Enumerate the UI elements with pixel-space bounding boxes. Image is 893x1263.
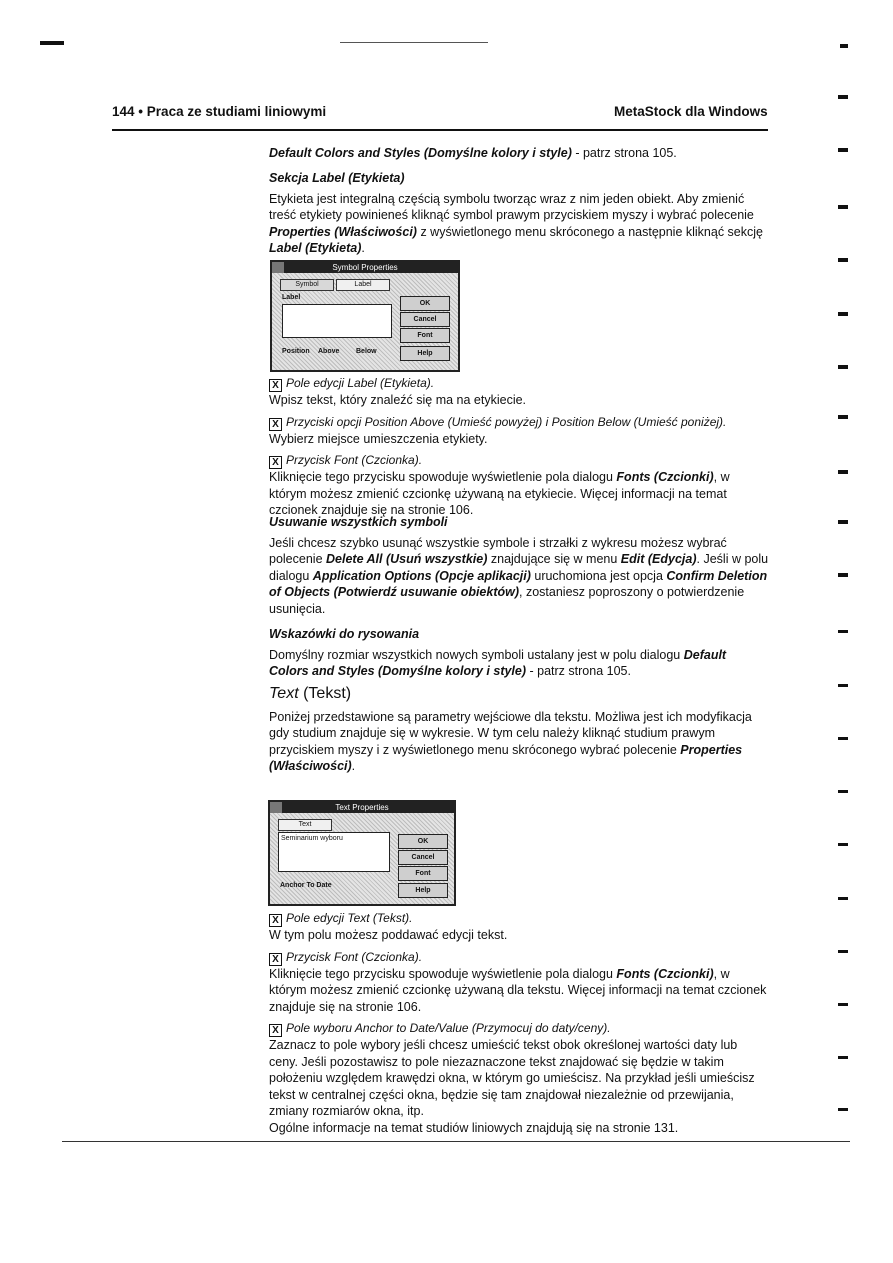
delete-section [269,514,769,617]
tab-text[interactable]: Text [278,819,332,831]
defaults-rest: - patrz strona 105. [571,146,677,160]
checkbox-icon: X [269,953,282,966]
item-text: W tym polu możesz poddawać edycji tekst. [269,928,508,942]
label-heading: Sekcja Label (Etykieta) [269,171,405,185]
header-rule [112,129,768,131]
item-text: Zaznacz to pole wybory jeśli chcesz umieścić tekst obok określonej wartości daty lub ceny. Jeśli pozostawisz to pole niezaznaczone tekst znajdować się będzie w takim położeniu względem krawędzi okna, w którym go umieścisz. Na przykład jeśli umieścisz tekst w centralnej części okna, będzie się tam znajdował niezależnie od przewijania, zmiany rozmiarów okna, itp. [269,1038,755,1118]
text-items [269,910,769,1136]
delete-heading: Usuwanie wszystkich symboli [269,515,448,529]
system-menu-icon [270,802,282,813]
position-above-radio[interactable]: Above [318,348,340,355]
text-heading [269,686,769,703]
text-c: . [351,759,356,773]
scan-mark [838,1108,848,1111]
ok-button[interactable]: OK [400,296,450,311]
item-caption [269,949,769,966]
scan-mark [838,1056,848,1059]
delete-e: . Jeśli w polu dialogu [269,552,769,583]
delete-f: Application Options (Opcje aplikacji) [312,568,531,583]
symbol-properties-dialog [270,260,460,372]
text-b: Properties (Właściwości) [269,742,743,773]
tab-label[interactable]: Label [336,279,390,291]
caption-font: Przycisk Font (Czcionka). [286,453,423,467]
label-text-a: Etykieta jest integralną częścią symbolu tworząc wraz z nim jeden obiekt. Aby zmienić treść etykiety powinieneś kliknąć symbol prawym przyciskiem myszy i wybrać polecenie [269,191,754,222]
corner-dash [40,41,64,45]
font-text-c: , w którym możesz zmienić czcionkę używaną na etykiecie. Więcej informacji na temat czcionek znajduje się na stronie 106. [269,470,730,517]
label-items [269,375,769,519]
label-text-c: z wyświetlonego menu skróconego a następnie kliknąć sekcję [416,224,763,239]
chapter-title: Praca ze studiami liniowymi [146,104,327,119]
text-edit-field[interactable]: Seminarium wyboru [278,832,390,872]
anchor-to-date-checkbox[interactable]: Anchor To Date [280,882,332,889]
bottom-rule [62,1141,850,1142]
font-text-a: Kliknięcie tego przycisku spowoduje wyświetlenie pola dialogu [269,470,617,484]
tfont-b: Fonts (Czcionki) [616,966,714,981]
checkbox-icon: X [269,914,282,927]
dialog-title: Text Properties [335,803,389,812]
label-text-e: . [361,241,365,255]
defaults-line [269,145,769,162]
text-section [269,686,769,775]
scan-mark [838,790,848,793]
tips-paragraph [269,647,769,680]
caption-label-edit: Pole edycji Label (Etykieta). [286,376,435,390]
tfont-c: , w którym możesz zmienić czcionkę używaną dla tekstu. Więcej informacji na temat czcionek znajduje się na stronie 106. [269,966,767,1014]
cancel-button[interactable]: Cancel [400,312,450,327]
header-bullet: • [138,104,144,119]
dialog-titlebar [270,802,454,813]
system-menu-icon [272,262,284,273]
scan-mark [838,684,848,687]
label-text-d: Label (Etykieta) [269,241,362,255]
tab-symbol[interactable]: Symbol [280,279,334,291]
footer-note: Ogólne informacje na temat studiów liniowych znajdują się na stronie 131. [269,1120,679,1135]
text-properties-dialog [268,800,456,906]
scan-mark [838,573,848,577]
font-text-b: Fonts (Czcionki) [616,470,714,484]
item-text: Wybierz miejsce umieszczenia etykiety. [269,431,488,446]
scan-mark [838,737,848,740]
scan-mark [838,1003,848,1006]
scan-mark [838,897,848,900]
dialog-titlebar [272,262,458,273]
item-text [269,469,769,519]
item-caption [269,452,769,469]
tips-b: Default Colors and Styles (Domyślne kolory i style) [269,647,727,678]
cancel-button[interactable]: Cancel [398,850,448,865]
scan-mark [838,843,848,846]
tfont-a: Kliknięcie tego przycisku spowoduje wyświetlenie pola dialogu [269,966,617,981]
scan-mark [838,205,848,209]
delete-c: znajdujące się w menu [487,552,621,566]
delete-b: Delete All (Usuń wszystkie) [326,552,488,566]
help-button[interactable]: Help [400,346,450,361]
label-edit-field[interactable] [282,304,392,338]
delete-g: uruchomiona jest opcja [530,568,667,583]
checkbox-icon: X [269,456,282,469]
item-caption [269,1020,769,1037]
font-button[interactable]: Font [398,866,448,881]
delete-a: Jeśli chcesz szybko usunąć wszystkie symbole i strzałki z wykresu możesz wybrać polecenie [269,535,727,566]
item-caption [269,375,769,392]
delete-d: Edit (Edycja) [620,552,697,566]
label-paragraph [269,191,769,257]
caption-text-edit: Pole edycji Text (Tekst). [286,911,413,925]
caption-text-font: Przycisk Font (Czcionka). [286,949,423,964]
ok-button[interactable]: OK [398,834,448,849]
position-label: Position [282,348,310,355]
item-text: Wpisz tekst, który znaleźć się ma na etykiecie. [269,393,527,407]
text-heading-rest: (Tekst) [298,685,352,702]
scan-mark [838,950,848,953]
scan-mark [838,365,848,369]
top-center-rule [340,42,488,43]
page-number: 144 [112,104,135,119]
item-caption [269,414,769,431]
text-a: Poniżej przedstawione są parametry wejściowe dla tekstu. Możliwa jest ich modyfikacja gdy studium znajduje się w wykresie. W tym celu należy kliknąć studium prawym przyciskiem myszy i z wyświetlonego menu skróconego wybrać polecenie [269,709,752,757]
item-caption [269,910,769,927]
checkbox-icon: X [269,418,282,431]
text-paragraph [269,709,769,775]
scan-mark [838,312,848,316]
checkbox-icon: X [269,379,282,392]
caption-position: Przyciski opcji Position Above (Umieść powyżej) i Position Below (Umieść poniżej). [286,414,727,429]
delete-i: , zostaniesz poproszony o potwierdzenie usunięcia. [269,585,745,616]
delete-paragraph [269,535,769,618]
checkbox-icon: X [269,1024,282,1037]
dialog-title: Symbol Properties [332,263,398,272]
help-button[interactable]: Help [398,883,448,898]
font-button[interactable]: Font [400,328,450,343]
position-below-radio[interactable]: Below [356,348,377,355]
scan-mark [838,415,848,419]
defaults-title: Default Colors and Styles (Domyślne kolory i style) [269,146,572,160]
page-header-left [112,104,326,119]
tips-heading: Wskazówki do rysowania [269,627,420,641]
scan-mark [838,148,848,152]
scan-mark [838,258,848,262]
scan-mark [838,95,848,99]
scan-mark [838,630,848,633]
book-title: MetaStock dla Windows [614,104,768,119]
tips-section [269,626,769,680]
tips-c: - patrz strona 105. [526,664,631,678]
scan-mark [838,470,848,474]
scan-mark [840,44,848,48]
label-field-label: Label [282,294,301,301]
item-text [269,966,769,1016]
label-text-b: Properties (Właściwości) [269,224,417,239]
scan-mark [838,520,848,524]
delete-h: Confirm Deletion of Objects (Potwierdź usuwanie obiektów) [269,568,768,599]
text-heading-italic: Text [269,685,299,702]
tips-a: Domyślny rozmiar wszystkich nowych symboli ustalany jest w polu dialogu [269,647,684,662]
label-section [269,170,769,257]
caption-anchor: Pole wyboru Anchor to Date/Value (Przymocuj do daty/ceny). [286,1021,611,1035]
